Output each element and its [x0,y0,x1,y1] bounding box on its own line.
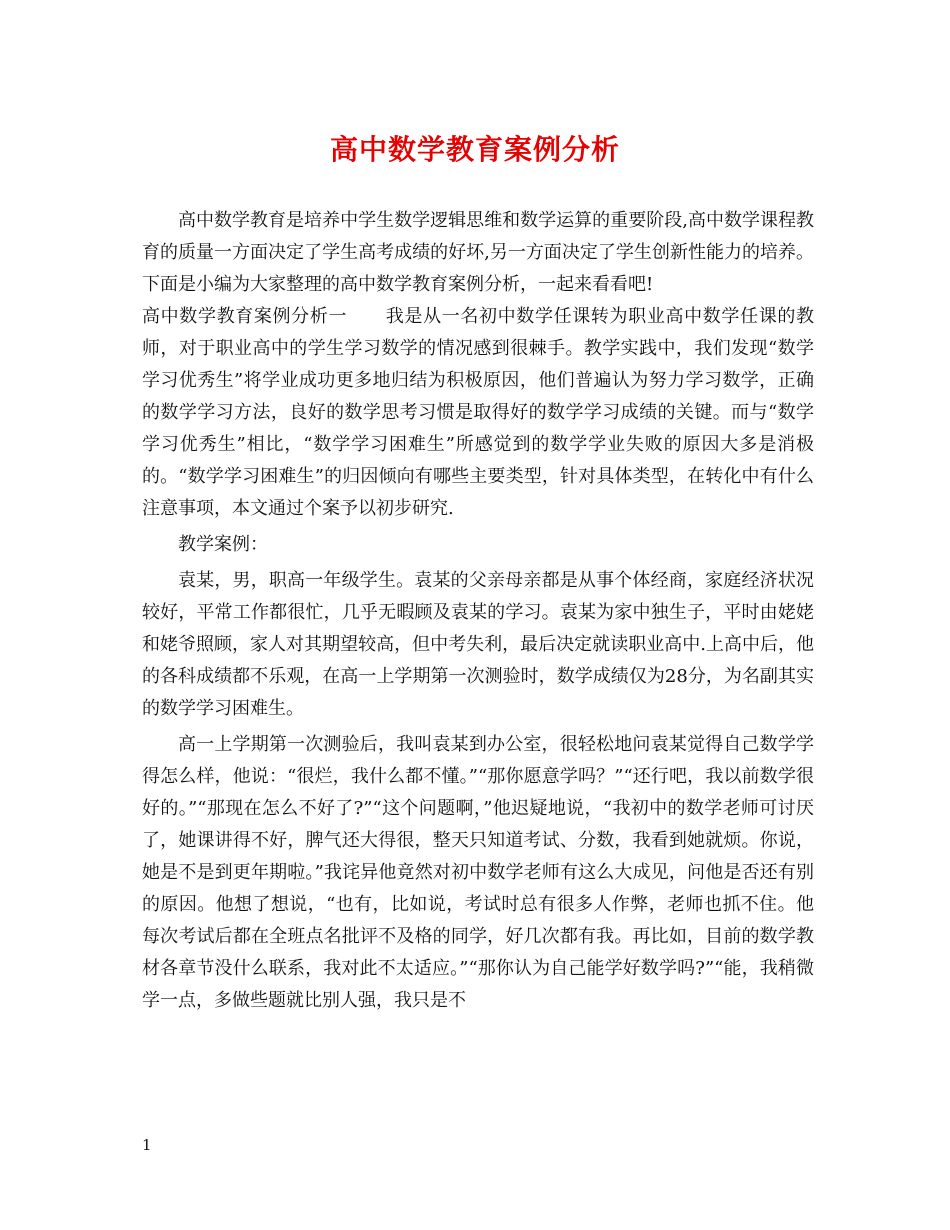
case-one-paragraph [142,301,814,525]
page-number: 1 [142,1136,152,1154]
student-background-paragraph: 袁某，男，职高一年级学生。袁某的父亲母亲都是从事个体经商，家庭经济状况较好，平常工作都很忙，几乎无暇顾及袁某的学习。袁某为家中独生子，平时由姥姥和姥爷照顾，家人对其期望较高，但中考失利，最后决定就读职业高中.上高中后，他的各科成绩都不乐观，在高一上学期第一次测验时，数学成绩仅为28分，为名副其实的数学学习困难生。 [142,570,814,719]
case-one-heading: 高中数学教育案例分析一 [142,306,348,327]
conversation-paragraph: 高一上学期第一次测验后，我叫袁某到办公室，很轻松地问袁某觉得自己数学学得怎么样，他说：“很烂，我什么都不懂。”“那你愿意学吗？”“还行吧，我以前数学很好的。”“那现在怎么不好了?”“这个问题啊，”他迟疑地说，“我初中的数学老师可讨厌了，她课讲得不好，脾气还大得很，整天只知道考试、分数，我看到她就烦。你说，她是不是到更年期啦。”我诧异他竟然对初中数学老师有这么大成见，问他是否还有别的原因。他想了想说，“也有，比如说，考试时总有很多人作弊，老师也抓不住。他每次考试后都在全班点名批评不及格的同学，好几次都有我。再比如，目前的数学教材各章节没什么联系，我对此不太适应。”“那你认为自己能学好数学吗?”“能，我稍微学一点，多做些题就比别人强，我只是不 [142,734,814,1011]
intro-paragraph: 高中数学教育是培养中学生数学逻辑思维和数学运算的重要阶段,高中数学课程教育的质量一方面决定了学生高考成绩的好坏,另一方面决定了学生创新性能力的培养。下面是小编为大家整理的高中数学教育案例分析，一起来看看吧! [142,210,814,295]
teaching-case-label: 教学案例： [178,534,268,555]
document-title: 高中数学教育案例分析 [329,133,620,166]
document-body [142,205,814,1017]
case-one-text: 我是从一名初中数学任课转为职业高中数学任课的教师，对于职业高中的学生学习数学的情况感到很棘手。教学实践中，我们发现“数学学习优秀生”将学业成功更多地归结为积极原因，他们普遍认为努力学习数学，正确的数学学习方法，良好的数学思考习惯是取得好的数学学习成绩的关键。而与“数学学习优秀生”相比，“数学学习困难生”所感觉到的数学学业失败的原因大多是消极的。“数学学习困难生”的归因倾向有哪些主要类型，针对具体类型，在转化中有什么注意事项，本文通过个案予以初步研究. [142,306,815,519]
